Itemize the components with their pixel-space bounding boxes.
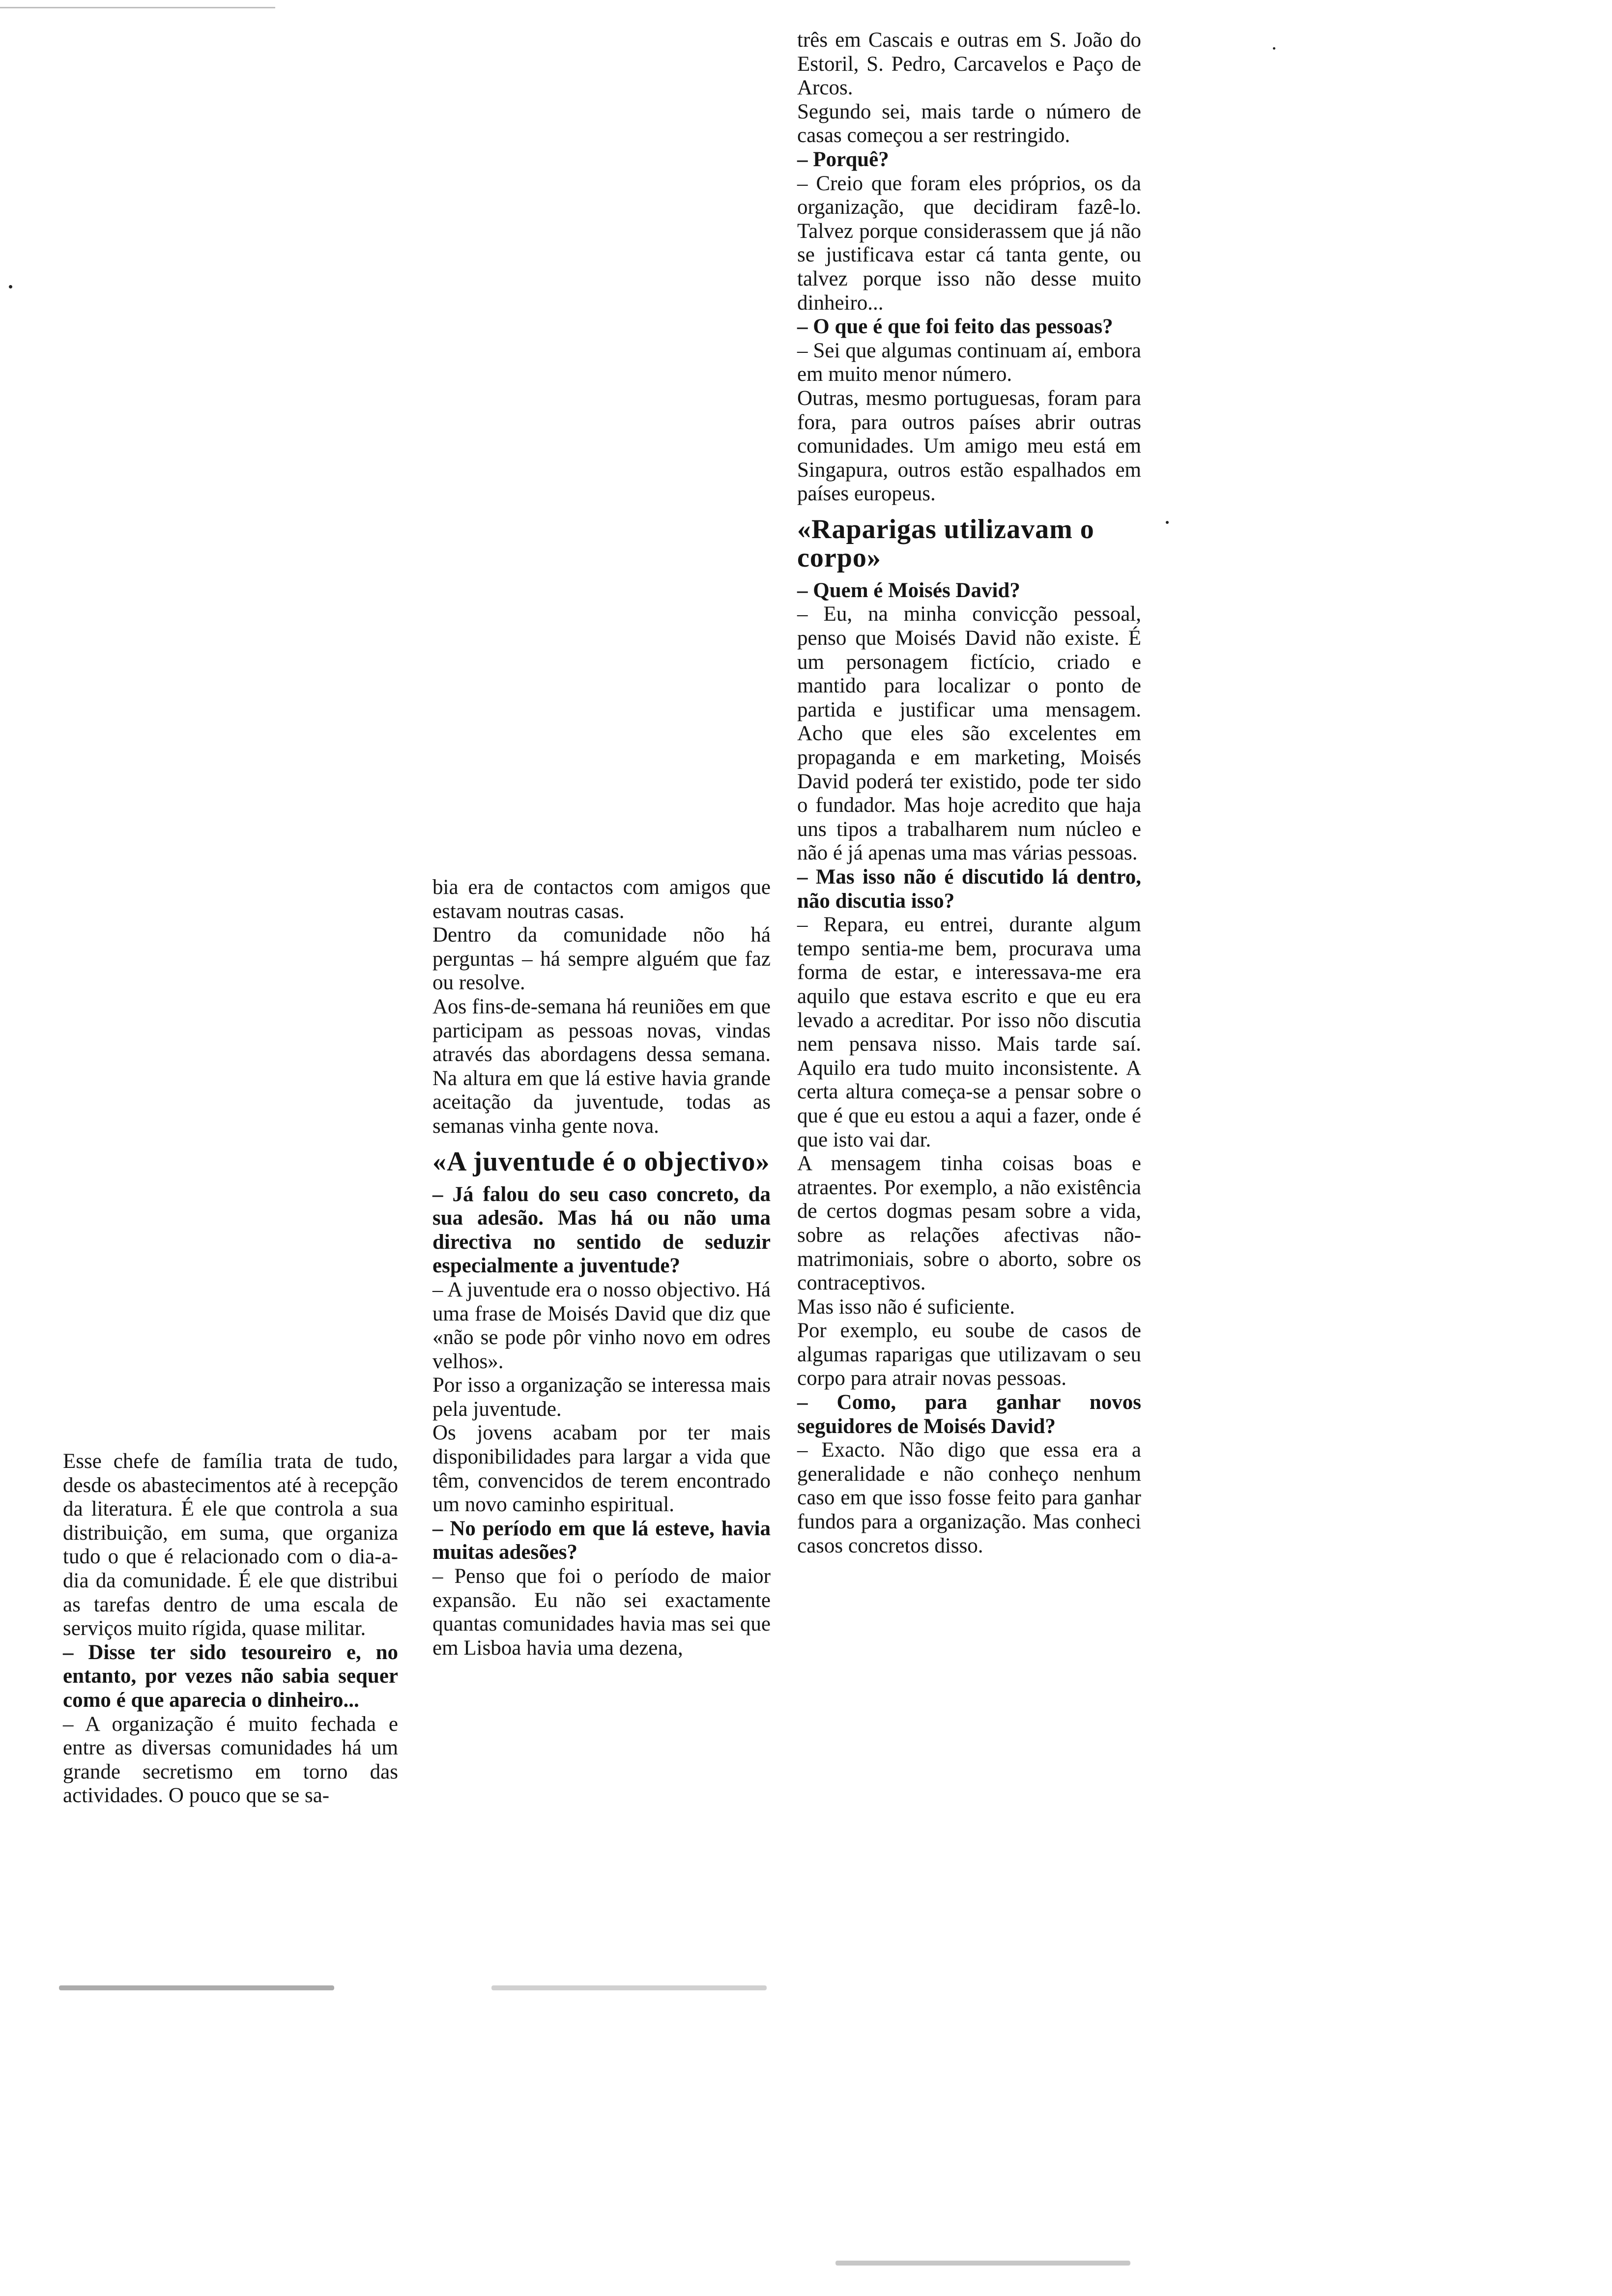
paragraph: Mas isso não é suficiente. — [797, 1295, 1015, 1319]
paragraph: três em Cascais e outras em S. João do Estoril, S. Pedro, Carcavelos e Paço de Arcos. — [797, 29, 1141, 100]
scan-smudge — [835, 2261, 1130, 2266]
interview-question: – Porquê? — [797, 147, 889, 171]
paragraph: Os jovens acabam por ter mais disponibilidades para largar a vida que têm, convencidos de terem encontrado um novo caminho espiritual. — [432, 1421, 771, 1517]
scan-smudge — [59, 1985, 334, 1990]
scan-speck — [1273, 47, 1275, 50]
interview-question: – No período em que lá esteve, havia muitas adesões? — [432, 1517, 771, 1564]
scan-speck — [9, 285, 12, 288]
paragraph: A mensagem tinha coisas boas e atraentes. Por exemplo, a não existência de certos dogmas pesam sobre a vida, sobre as relações afectivas não-matrimoniais, sobre o aborto, sobre os contraceptivos. — [797, 1152, 1141, 1295]
paragraph: – Sei que algumas continuam aí, embora em muito menor número. — [797, 339, 1141, 386]
paragraph: – Penso que foi o período de maior expansão. Eu não sei exactamente quantas comunidades havia mas sei que em Lisboa havia uma dezena, — [432, 1565, 771, 1660]
interview-question: – O que é que foi feito das pessoas? — [797, 315, 1113, 339]
interview-question: – Como, para ganhar novos seguidores de Moisés David? — [797, 1391, 1141, 1438]
interview-question: – Já falou do seu caso concreto, da sua adesão. Mas há ou não uma directiva no sentido de seduzir especialmente a juventude? — [432, 1182, 771, 1278]
paragraph: Aos fins-de-semana há reuniões em que participam as pessoas novas, vindas através das abordagens dessa semana. Na altura em que lá estive havia grande aceitação da juventude, todas as semanas vinha gente nova. — [432, 995, 771, 1138]
paragraph: Por exemplo, eu soube de casos de algumas raparigas que utilizavam o seu corpo para atrair novas pessoas. — [797, 1319, 1141, 1390]
paragraph: – A organização é muito fechada e entre as diversas comunidades há um grande secretismo em torno das actividades. O pouco que se sa- — [63, 1712, 398, 1808]
scan-speck — [1166, 521, 1169, 524]
section-heading: «A juventude é o objectivo» — [432, 1146, 770, 1177]
paragraph: – Eu, na minha convicção pessoal, penso que Moisés David não existe. É um personagem fictício, criado e mantido para localizar o ponto de partida e justificar uma mensagem. Acho que eles são excelentes em propaganda e em marketing, Moisés David poderá ter existido, pode ter sido o fundador. Mas hoje acredito que haja uns tipos a trabalharem num núcleo e não é já apenas uma mas várias pessoas. — [797, 603, 1141, 865]
paragraph: – Exacto. Não digo que essa era a generalidade e não conheço nenhum caso em que isso fosse feito para ganhar fundos para a organização. Mas conheci casos concretos disso. — [797, 1438, 1141, 1557]
paragraph: Outras, mesmo portuguesas, foram para fora, para outros países abrir outras comunidades. Um amigo meu está em Singapura, outros estão espalhados em países europeus. — [797, 386, 1141, 506]
paragraph: Dentro da comunidade nõo há perguntas – há sempre alguém que faz ou resolve. — [432, 923, 771, 995]
interview-question: – Mas isso não é discutido lá dentro, não discutia isso? — [797, 865, 1141, 913]
article-column-left — [63, 1450, 398, 1808]
paragraph: – Repara, eu entrei, durante algum tempo sentia-me bem, procurava uma forma de estar, e interessava-me era aquilo que estava escrito e que eu era levado a acreditar. Por isso nõo discutia nem pensava nisso. Mais tarde saí. Aquilo era tudo muito inconsistente. A certa altura começa-se a pensar sobre o que é que eu estou a aqui a fazer, onde é que isto vai dar. — [797, 913, 1141, 1151]
article-column-middle — [432, 876, 771, 1660]
paragraph: Por isso a organização se interessa mais pela juventude. — [432, 1374, 771, 1421]
section-heading: «Raparigas utilizavam o corpo» — [797, 514, 1094, 573]
interview-question: – Disse ter sido tesoureiro e, no entanto, por vezes não sabia sequer como é que aparecia o dinheiro... — [63, 1640, 398, 1712]
paragraph: Esse chefe de família trata de tudo, desde os abastecimentos até à recepção da literatura. É ele que controla a sua distribuição, em suma, que organiza tudo o que é relacionado com o dia-a-dia da comunidade. É ele que distribui as tarefas dentro de uma escala de serviços muito rígida, quase militar. — [63, 1450, 398, 1640]
paragraph: bia era de contactos com amigos que estavam noutras casas. — [432, 876, 771, 923]
top-scan-rule — [0, 7, 275, 8]
paragraph: – A juventude era o nosso objectivo. Há uma frase de Moisés David que diz que «não se pode pôr vinho novo em odres velhos». — [432, 1278, 771, 1373]
article-column-right — [797, 29, 1141, 1558]
scan-smudge — [491, 1985, 767, 1990]
paragraph: Segundo sei, mais tarde o número de casas começou a ser restringido. — [797, 100, 1141, 147]
paragraph: – Creio que foram eles próprios, os da organização, que decidiram fazê-lo. Talvez porque considerassem que já não se justificava estar cá tanta gente, ou talvez porque isso não desse muito dinheiro... — [797, 172, 1141, 315]
interview-question: – Quem é Moisés David? — [797, 578, 1020, 602]
